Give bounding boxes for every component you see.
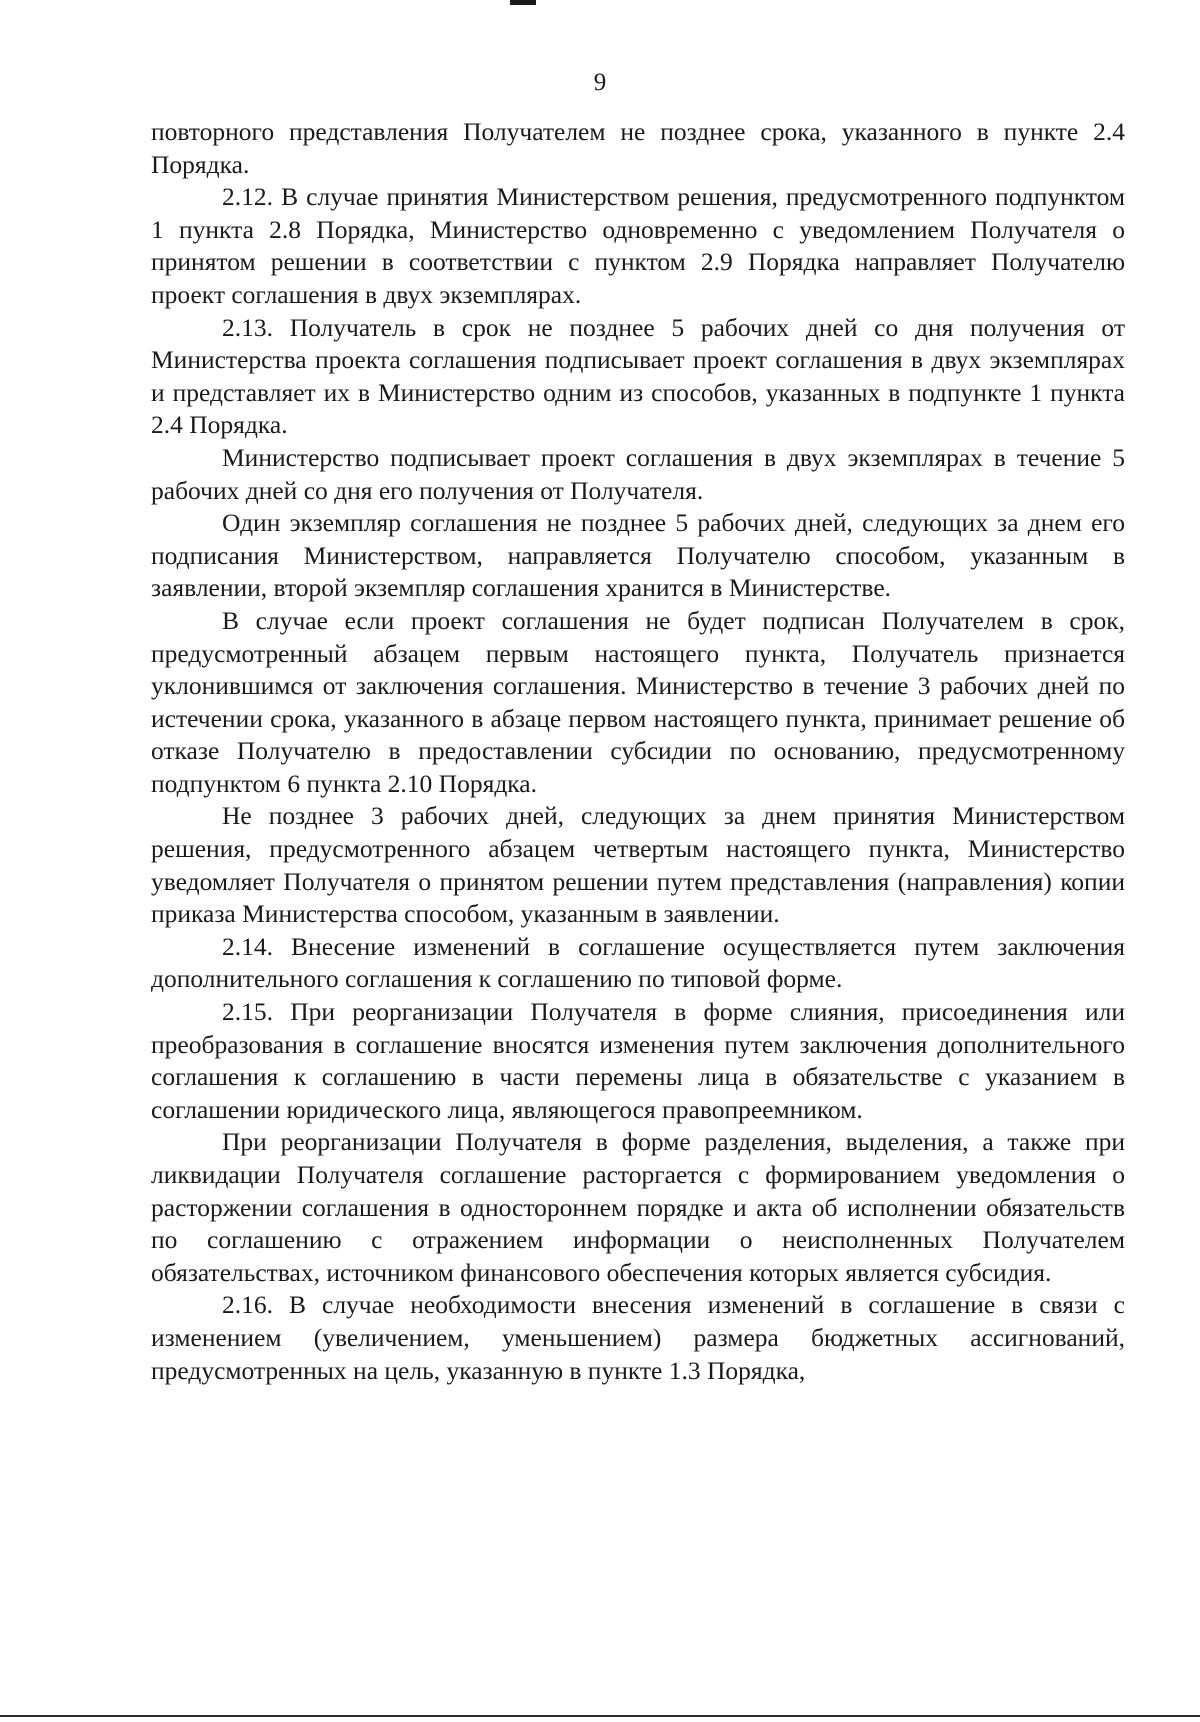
- paragraph-2-12: 2.12. В случае принятия Министерством решения, предусмотренного подпунктом 1 пункта 2.8 Порядка, Министерство одновременно с уведомлением Получателя о принятом решении в соответствии с пунктом 2.9 Порядка направляет Получателю проект соглашения в двух экземплярах.: [151, 182, 1125, 309]
- paragraph-2-13: 2.13. Получатель в срок не позднее 5 рабочих дней со дня получения от Министерства проекта соглашения подписывает проект соглашения в двух экземплярах и представляет их в Министерство одним из способов, указанных в подпункте 1 пункта 2.4 Порядка.: [151, 312, 1125, 440]
- document-body: [151, 116, 1125, 1387]
- paragraph-evasion: В случае если проект соглашения не будет подписан Получателем в срок, предусмотренный абзацем первым настоящего пункта, Получатель признается уклонившимся от заключения соглашения. Министерство в течение 3 рабочих дней по истечении срока, указанного в абзаце первом настоящего пункта, принимает решение об отказе Получателю в предоставлении субсидии по основанию, предусмотренному подпунктом 6 пункта 2.10 Порядка.: [151, 605, 1125, 798]
- bottom-scan-line: [0, 1715, 1200, 1717]
- paragraph-notification: Не позднее 3 рабочих дней, следующих за днем принятия Министерством решения, предусмотренного абзацем четвертым настоящего пункта, Министерство уведомляет Получателя о принятом решении путем представления (направления) копии приказа Министерства способом, указанным в заявлении.: [151, 801, 1125, 929]
- paragraph-continuation: повторного представления Получателем не позднее срока, указанного в пункте 2.4 Порядка.: [151, 117, 1125, 179]
- paragraph-copy-sent: Один экземпляр соглашения не позднее 5 рабочих дней, следующих за днем его подписания Министерством, направляется Получателю способом, указанным в заявлении, второй экземпляр соглашения хранится в Министерстве.: [151, 508, 1125, 603]
- paragraph-2-15: 2.15. При реорганизации Получателя в форме слияния, присоединения или преобразования в соглашение вносятся изменения путем заключения дополнительного соглашения к соглашению в части перемены лица в обязательстве с указанием в соглашении юридического лица, являющегося правопреемником.: [151, 997, 1125, 1124]
- paragraph-reorganization: При реорганизации Получателя в форме разделения, выделения, а также при ликвидации Получателя соглашение расторгается с формированием уведомления о расторжении соглашения в одностороннем порядке и акта об исполнении обязательств по соглашению с отражением информации о неисполненных Получателем обязательствах, источником финансового обеспечения которых является субсидия.: [151, 1127, 1125, 1287]
- paragraph-ministry-signs: Министерство подписывает проект соглашения в двух экземплярах в течение 5 рабочих дней со дня его получения от Получателя.: [151, 442, 1125, 505]
- paragraph-2-16: 2.16. В случае необходимости внесения изменений в соглашение в связи с изменением (увеличением, уменьшением) размера бюджетных ассигнований, предусмотренных на цель, указанную в пункте 1.3 Порядка,: [151, 1290, 1125, 1385]
- page-number: 9: [593, 69, 607, 96]
- paragraph-2-14: 2.14. Внесение изменений в соглашение осуществляется путем заключения дополнительного соглашения к соглашению по типовой форме.: [151, 931, 1125, 994]
- scan-mark: [510, 0, 536, 5]
